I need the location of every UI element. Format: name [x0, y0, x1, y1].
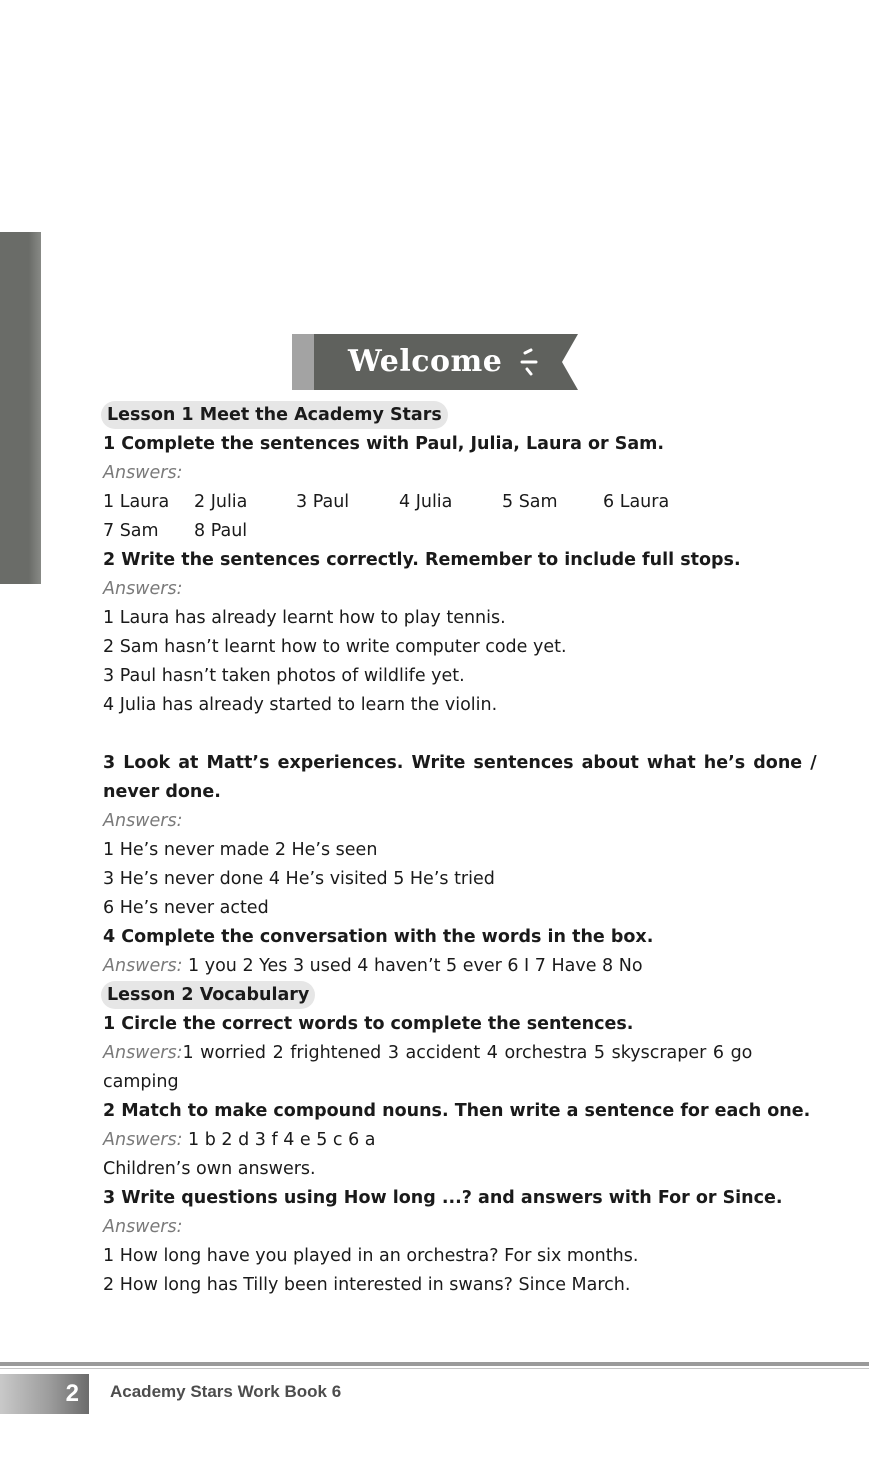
- lesson-1-heading: Lesson 1 Meet the Academy Stars: [101, 401, 448, 429]
- answer-line: 3 He’s never done 4 He’s visited 5 He’s tried: [103, 869, 495, 889]
- page-number: 2: [65, 1380, 79, 1407]
- answer-line: 1 How long have you played in an orchestra? For six months.: [103, 1246, 639, 1266]
- l1-task3-answers-label: Answers:: [103, 811, 183, 831]
- answers-label: Answers:: [103, 956, 183, 976]
- welcome-banner: [292, 334, 578, 390]
- l1-task4-answers: [103, 952, 783, 981]
- answer-line: 1 Laura has already learnt how to play tennis.: [103, 608, 506, 628]
- footer-divider-thin: [0, 1368, 869, 1369]
- answers-text-cont: camping: [103, 1072, 179, 1092]
- page-title: Welcome: [348, 344, 503, 379]
- l1-task3-instruction: 3 Look at Matt’s experiences. Write sentences about what he’s done /: [103, 753, 817, 773]
- answers-label: Answers:: [103, 1130, 183, 1150]
- answers-text: 1 worried 2 frightened 3 accident 4 orchestra 5 skyscraper 6 go: [182, 1043, 753, 1063]
- page-number-tab: [0, 1374, 89, 1414]
- l2-task3-answers-label: Answers:: [103, 1217, 183, 1237]
- answer-line: 3 Paul hasn’t taken photos of wildlife yet.: [103, 666, 465, 686]
- l2-task1-instruction: 1 Circle the correct words to complete the sentences.: [103, 1014, 634, 1034]
- answer-line: 2 How long has Tilly been interested in swans? Since March.: [103, 1275, 631, 1295]
- answer-item: 6 Laura: [603, 492, 670, 512]
- l1-task2-instruction: 2 Write the sentences correctly. Remember to include full stops.: [103, 550, 741, 570]
- l2-task2-answers: [103, 1126, 783, 1155]
- answers-text: 1 b 2 d 3 f 4 e 5 c 6 a: [182, 1130, 376, 1150]
- footer-divider: [0, 1362, 869, 1366]
- answer-item: 8 Paul: [194, 521, 248, 541]
- l2-task2-instruction: 2 Match to make compound nouns. Then write a sentence for each one.: [103, 1101, 811, 1121]
- l2-task3-instruction: 3 Write questions using How long ...? and answers with For or Since.: [103, 1188, 783, 1208]
- l1-task3-instruction-cont: never done.: [103, 782, 221, 802]
- l1-task2-answers-label: Answers:: [103, 579, 183, 599]
- answers-text: 1 you 2 Yes 3 used 4 haven’t 5 ever 6 I 7 Have 8 No: [182, 956, 643, 976]
- l1-task1-answers-row2: [103, 517, 783, 546]
- answer-item: 3 Paul: [296, 492, 350, 512]
- answer-item: 7 Sam: [103, 521, 159, 541]
- l1-task1-instruction: 1 Complete the sentences with Paul, Julia, Laura or Sam.: [103, 434, 665, 454]
- lesson-2-heading: Lesson 2 Vocabulary: [101, 981, 315, 1009]
- answer-note: Children’s own answers.: [103, 1159, 316, 1179]
- l2-task1-answers: [103, 1039, 783, 1068]
- answer-line: 2 Sam hasn’t learnt how to write computer code yet.: [103, 637, 567, 657]
- book-title: Academy Stars Work Book 6: [110, 1382, 342, 1401]
- chapter-side-tab: [0, 232, 41, 584]
- answer-item: 1 Laura: [103, 492, 170, 512]
- answer-item: 4 Julia: [399, 492, 453, 512]
- answer-item: 2 Julia: [194, 492, 248, 512]
- answer-line: 1 He’s never made 2 He’s seen: [103, 840, 378, 860]
- answers-label: Answers:: [103, 1043, 183, 1063]
- l1-task1-answers-label: Answers:: [103, 463, 183, 483]
- answer-line: 6 He’s never acted: [103, 898, 269, 918]
- l1-task1-answers-row1: [103, 488, 783, 517]
- answer-item: 5 Sam: [502, 492, 558, 512]
- answer-key-content: [103, 401, 817, 1300]
- l1-task4-instruction: 4 Complete the conversation with the words in the box.: [103, 927, 654, 947]
- answer-line: 4 Julia has already started to learn the violin.: [103, 695, 498, 715]
